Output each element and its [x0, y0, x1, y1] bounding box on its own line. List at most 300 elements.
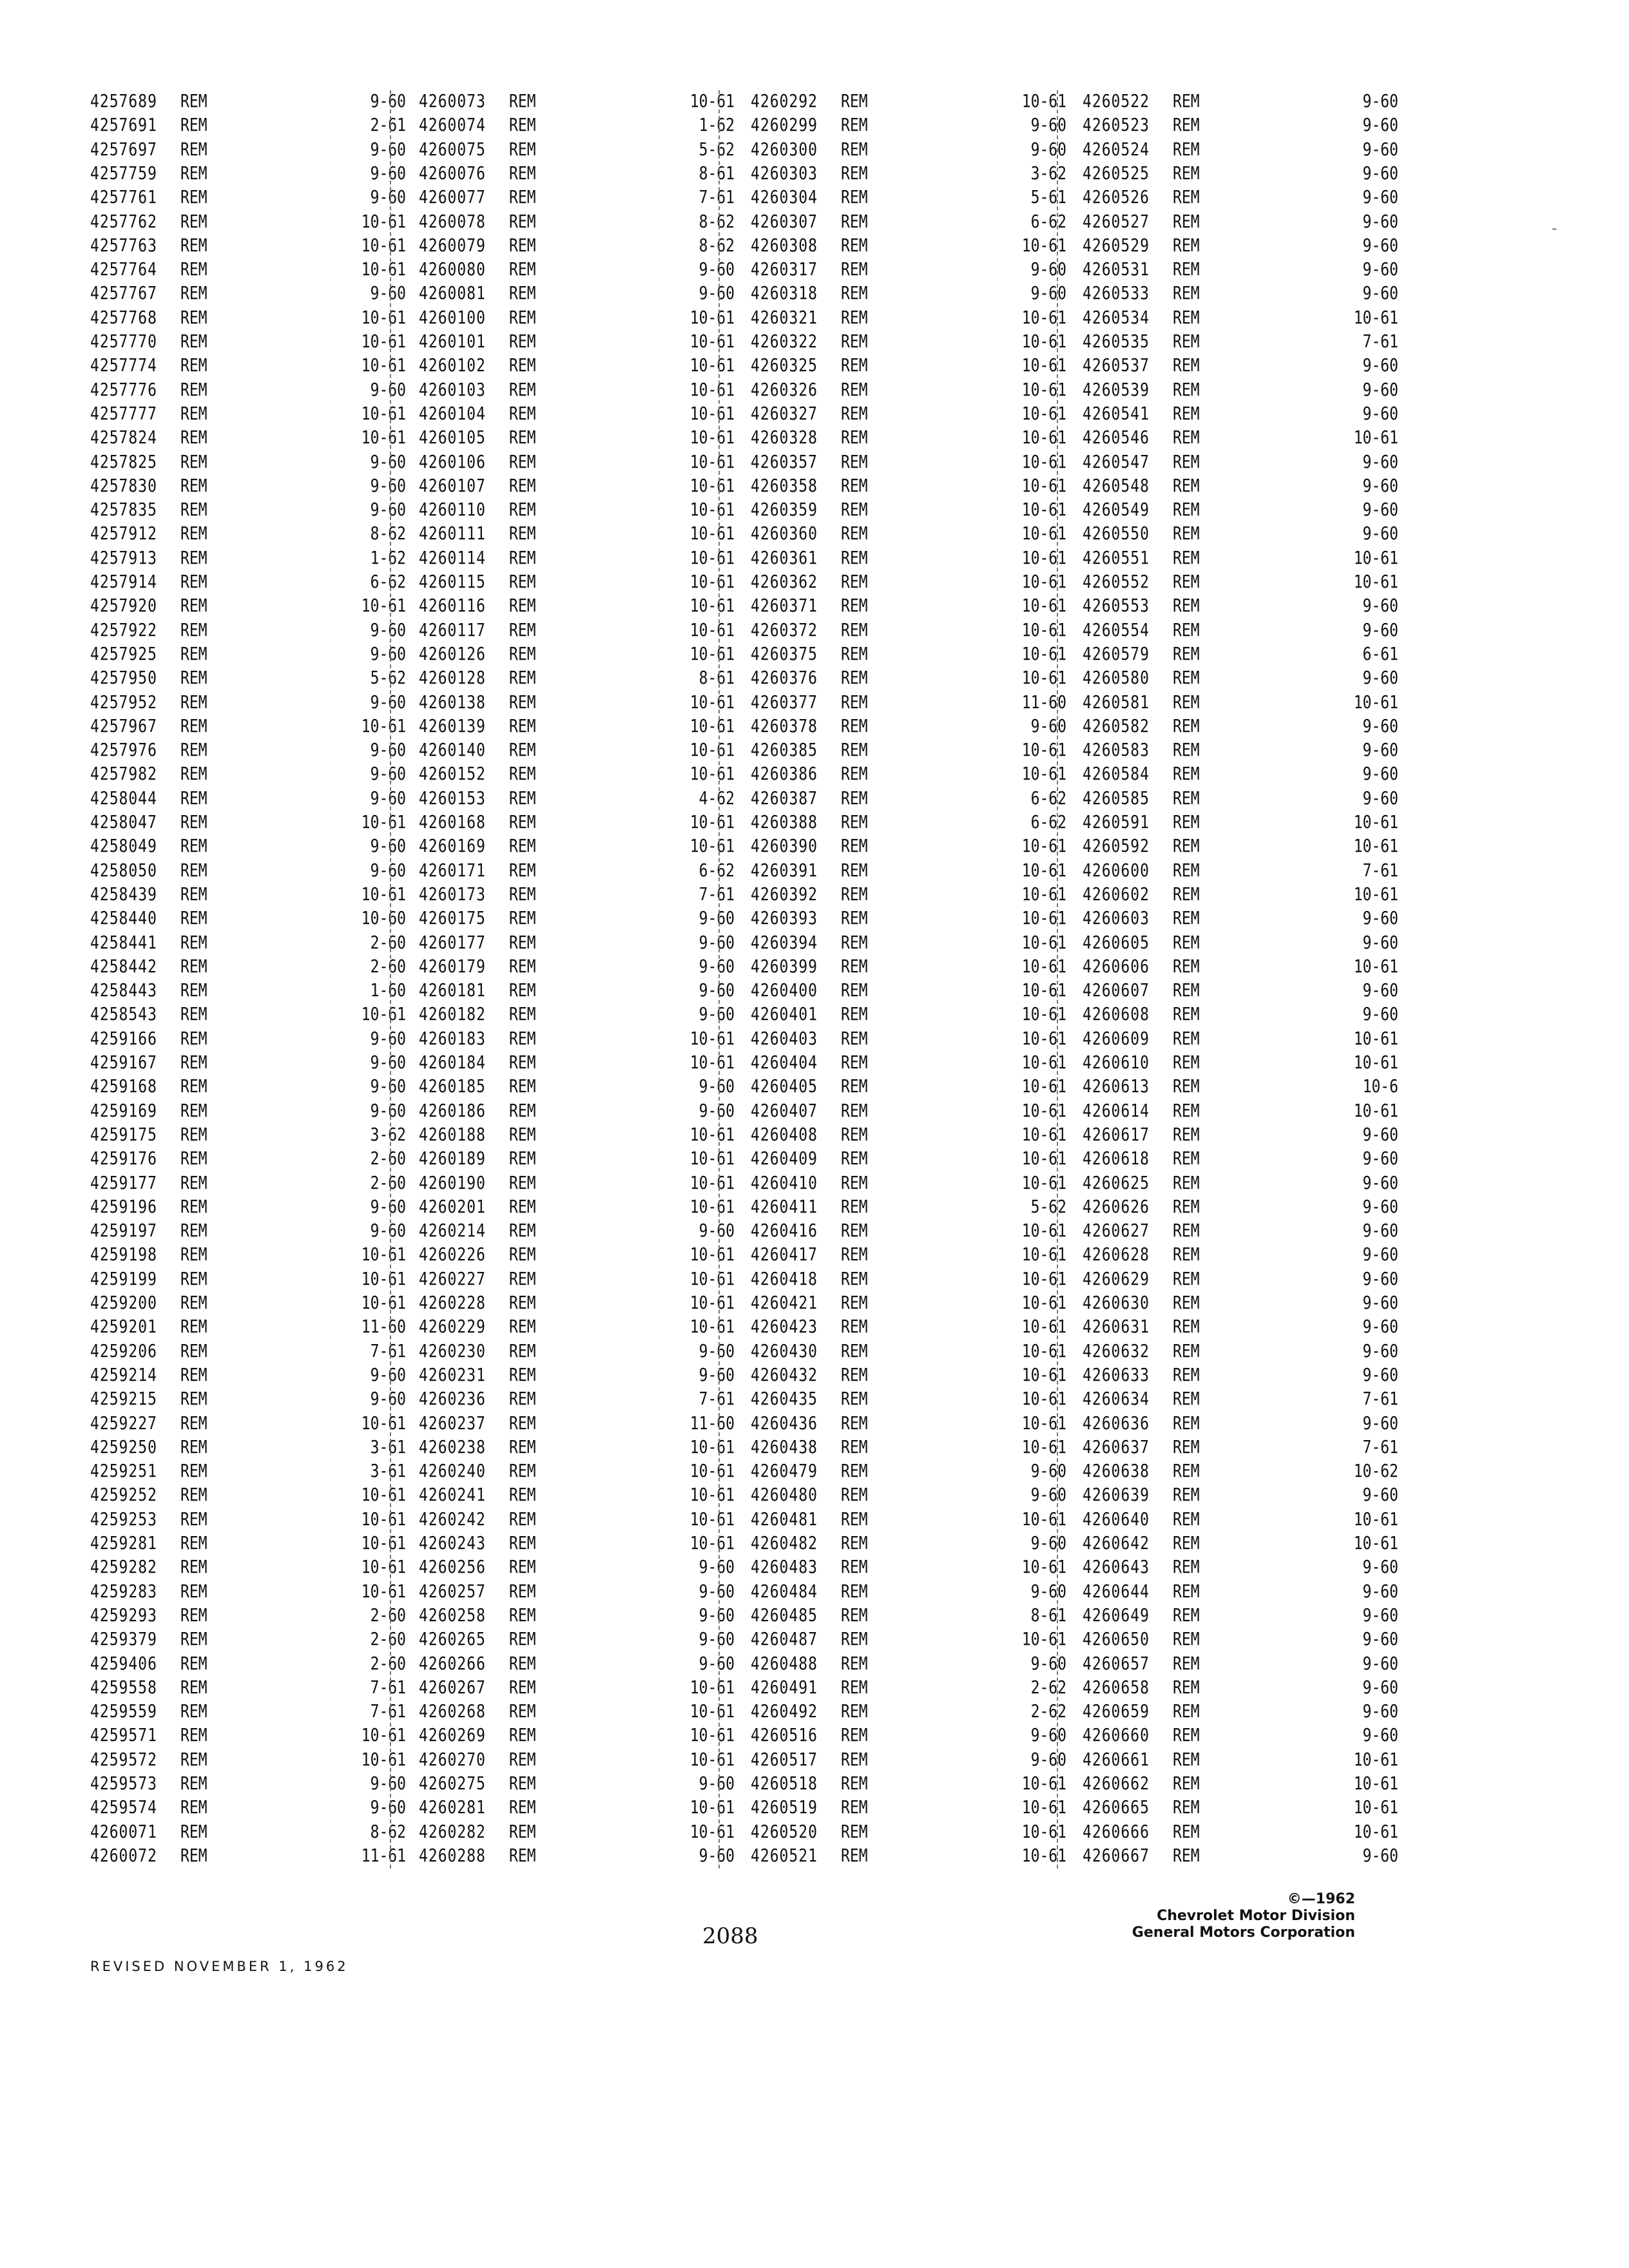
effective-date: 9-60 — [1362, 1004, 1398, 1025]
part-number: 4260531 — [1083, 260, 1150, 280]
effective-date: 10-61 — [361, 596, 406, 617]
part-number: 4260299 — [751, 115, 818, 136]
part-number: 4260522 — [1083, 91, 1150, 112]
effective-date: 6-62 — [1030, 789, 1066, 809]
part-number: 4260527 — [1083, 212, 1150, 232]
status-code: REM — [1173, 789, 1200, 809]
part-number: 4259573 — [90, 1774, 157, 1794]
effective-date: 11-60 — [361, 1317, 406, 1338]
effective-date: 9-60 — [1362, 1725, 1398, 1746]
status-code: REM — [509, 1606, 536, 1626]
part-number: 4260642 — [1083, 1533, 1150, 1554]
part-number: 4260307 — [751, 212, 818, 232]
part-number: 4260375 — [751, 644, 818, 665]
effective-date: 6-62 — [1030, 812, 1066, 833]
part-number: 4257691 — [90, 115, 157, 136]
effective-date: 9-60 — [699, 1221, 735, 1242]
part-number: 4260516 — [751, 1725, 818, 1746]
effective-date: 10-61 — [689, 1269, 735, 1289]
effective-date: 10-61 — [1021, 764, 1066, 785]
status-code: REM — [841, 572, 868, 593]
effective-date: 10-61 — [1353, 572, 1398, 593]
status-code: REM — [180, 452, 207, 472]
status-code: REM — [1173, 764, 1200, 785]
part-number: 4260267 — [419, 1678, 486, 1698]
status-code: REM — [841, 693, 868, 713]
effective-date: 10-61 — [1021, 404, 1066, 425]
effective-date: 10-61 — [689, 1245, 735, 1265]
effective-date: 3-62 — [1030, 164, 1066, 184]
status-code: REM — [180, 332, 207, 352]
part-number: 4260584 — [1083, 764, 1150, 785]
part-number: 4259169 — [90, 1101, 157, 1121]
status-code: REM — [509, 1029, 536, 1049]
effective-date: 9-60 — [1362, 1678, 1398, 1698]
effective-date: 9-60 — [370, 164, 406, 184]
part-number: 4260177 — [419, 933, 486, 953]
effective-date: 10-61 — [689, 1149, 735, 1169]
status-code: REM — [509, 356, 536, 376]
effective-date: 10-61 — [689, 524, 735, 544]
status-code: REM — [180, 861, 207, 881]
part-number: 4260662 — [1083, 1774, 1150, 1794]
status-code: REM — [509, 1221, 536, 1242]
part-number: 4260079 — [419, 236, 486, 256]
status-code: REM — [841, 332, 868, 352]
part-number: 4260643 — [1083, 1557, 1150, 1578]
effective-date: 10-61 — [1021, 524, 1066, 544]
effective-date: 10-61 — [1021, 1269, 1066, 1289]
effective-date: 9-60 — [1362, 1221, 1398, 1242]
effective-date: 10-61 — [361, 1245, 406, 1265]
part-number: 4260408 — [751, 1125, 818, 1146]
status-code: REM — [509, 933, 536, 953]
effective-date: 9-60 — [370, 1774, 406, 1794]
effective-date: 8-62 — [370, 1822, 406, 1842]
part-number: 4257768 — [90, 308, 157, 328]
status-code: REM — [509, 1341, 536, 1361]
effective-date: 10-61 — [689, 356, 735, 376]
effective-date: 10-61 — [1021, 1846, 1066, 1867]
status-code: REM — [509, 668, 536, 689]
part-number: 4260102 — [419, 356, 486, 376]
effective-date: 10-61 — [689, 740, 735, 761]
part-number: 4260533 — [1083, 284, 1150, 304]
effective-date: 10-61 — [1353, 1822, 1398, 1842]
part-number: 4259201 — [90, 1317, 157, 1338]
status-code: REM — [841, 1798, 868, 1818]
effective-date: 9-60 — [1362, 620, 1398, 640]
status-code: REM — [509, 1798, 536, 1818]
effective-date: 10-61 — [1021, 1341, 1066, 1361]
status-code: REM — [509, 212, 536, 232]
part-number: 4260546 — [1083, 428, 1150, 448]
part-number: 4260553 — [1083, 596, 1150, 617]
part-number: 4260634 — [1083, 1389, 1150, 1410]
status-code: REM — [180, 1461, 207, 1482]
status-code: REM — [841, 308, 868, 328]
part-number: 4260073 — [419, 91, 486, 112]
status-code: REM — [841, 236, 868, 256]
effective-date: 9-60 — [1030, 716, 1066, 737]
effective-date: 10-61 — [361, 1414, 406, 1434]
status-code: REM — [180, 1485, 207, 1506]
status-code: REM — [1173, 1125, 1200, 1146]
part-number: 4260583 — [1083, 740, 1150, 761]
status-code: REM — [1173, 836, 1200, 857]
effective-date: 9-60 — [370, 476, 406, 497]
effective-date: 10-61 — [1021, 1629, 1066, 1650]
part-number: 4257697 — [90, 140, 157, 160]
part-number: 4260626 — [1083, 1197, 1150, 1218]
effective-date: 7-61 — [699, 1389, 735, 1410]
effective-date: 10-61 — [1021, 1822, 1066, 1842]
status-code: REM — [1173, 1341, 1200, 1361]
status-code: REM — [1173, 1725, 1200, 1746]
part-number: 4260317 — [751, 260, 818, 280]
effective-date: 9-60 — [1030, 1725, 1066, 1746]
effective-date: 10-61 — [1021, 981, 1066, 1001]
status-code: REM — [1173, 572, 1200, 593]
part-number: 4260110 — [419, 500, 486, 521]
part-number: 4260579 — [1083, 644, 1150, 665]
part-number: 4260517 — [751, 1750, 818, 1770]
effective-date: 10-61 — [361, 1510, 406, 1530]
part-number: 4260138 — [419, 693, 486, 713]
status-code: REM — [1173, 1317, 1200, 1338]
part-number: 4260614 — [1083, 1101, 1150, 1121]
effective-date: 10-61 — [1021, 1053, 1066, 1073]
status-code: REM — [841, 115, 868, 136]
part-number: 4260318 — [751, 284, 818, 304]
effective-date: 9-60 — [370, 1389, 406, 1410]
effective-date: 9-60 — [699, 1654, 735, 1674]
status-code: REM — [1173, 1173, 1200, 1193]
effective-date: 10-61 — [1021, 1414, 1066, 1434]
effective-date: 9-60 — [1362, 1846, 1398, 1867]
status-code: REM — [841, 668, 868, 689]
effective-date: 9-60 — [1362, 164, 1398, 184]
part-number: 4258050 — [90, 861, 157, 881]
effective-date: 9-60 — [699, 1846, 735, 1867]
effective-date: 9-60 — [370, 1101, 406, 1121]
effective-date: 10-61 — [1021, 1293, 1066, 1314]
part-number: 4260548 — [1083, 476, 1150, 497]
effective-date: 10-61 — [1021, 572, 1066, 593]
status-code: REM — [180, 1510, 207, 1530]
effective-date: 3-62 — [370, 1125, 406, 1146]
status-code: REM — [1173, 908, 1200, 929]
status-code: REM — [180, 187, 207, 208]
effective-date: 9-60 — [1362, 1269, 1398, 1289]
part-number: 4260630 — [1083, 1293, 1150, 1314]
status-code: REM — [841, 1750, 868, 1770]
part-number: 4260667 — [1083, 1846, 1150, 1867]
effective-date: 9-60 — [699, 1557, 735, 1578]
status-code: REM — [180, 476, 207, 497]
status-code: REM — [841, 187, 868, 208]
effective-date: 10-61 — [1353, 1101, 1398, 1121]
effective-date: 9-60 — [1362, 981, 1398, 1001]
effective-date: 10-61 — [1021, 1077, 1066, 1097]
part-number: 4260075 — [419, 140, 486, 160]
status-code: REM — [509, 1053, 536, 1073]
status-code: REM — [180, 1221, 207, 1242]
effective-date: 10-61 — [1353, 693, 1398, 713]
table-row — [90, 1843, 425, 1871]
effective-date: 10-61 — [689, 476, 735, 497]
part-number: 4260485 — [751, 1606, 818, 1626]
effective-date: 5-61 — [1030, 187, 1066, 208]
part-number: 4260491 — [751, 1678, 818, 1698]
status-code: REM — [1173, 1678, 1200, 1698]
status-code: REM — [841, 716, 868, 737]
status-code: REM — [1173, 1510, 1200, 1530]
part-number: 4257759 — [90, 164, 157, 184]
status-code: REM — [1173, 1077, 1200, 1097]
effective-date: 9-60 — [1362, 524, 1398, 544]
status-code: REM — [509, 1004, 536, 1025]
part-number: 4257762 — [90, 212, 157, 232]
part-number: 4259167 — [90, 1053, 157, 1073]
part-number: 4260275 — [419, 1774, 486, 1794]
copyright-line: General Motors Corporation — [1132, 1925, 1355, 1941]
part-number: 4260547 — [1083, 452, 1150, 472]
effective-date: 10-61 — [1021, 1004, 1066, 1025]
status-code: REM — [841, 908, 868, 929]
status-code: REM — [1173, 260, 1200, 280]
status-code: REM — [841, 500, 868, 521]
part-number: 4260292 — [751, 91, 818, 112]
part-number: 4260101 — [419, 332, 486, 352]
effective-date: 10-61 — [361, 236, 406, 256]
part-number: 4259177 — [90, 1173, 157, 1193]
effective-date: 9-60 — [699, 1101, 735, 1121]
part-number: 4260524 — [1083, 140, 1150, 160]
part-number: 4259282 — [90, 1557, 157, 1578]
part-number: 4257825 — [90, 452, 157, 472]
status-code: REM — [841, 1654, 868, 1674]
column-divider — [1057, 90, 1058, 1869]
effective-date: 9-60 — [370, 861, 406, 881]
status-code: REM — [509, 452, 536, 472]
effective-date: 10-61 — [689, 1029, 735, 1049]
column-divider — [390, 90, 391, 1869]
status-code: REM — [180, 1197, 207, 1218]
status-code: REM — [841, 1414, 868, 1434]
part-number: 4260226 — [419, 1245, 486, 1265]
part-number: 4259250 — [90, 1437, 157, 1458]
effective-date: 9-60 — [1362, 1654, 1398, 1674]
part-number: 4260304 — [751, 187, 818, 208]
status-code: REM — [180, 933, 207, 953]
status-code: REM — [1173, 1654, 1200, 1674]
part-number: 4260372 — [751, 620, 818, 640]
part-number: 4260661 — [1083, 1750, 1150, 1770]
status-code: REM — [841, 620, 868, 640]
effective-date: 9-60 — [370, 284, 406, 304]
part-number: 4260081 — [419, 284, 486, 304]
effective-date: 9-60 — [1362, 1606, 1398, 1626]
part-number: 4260633 — [1083, 1365, 1150, 1386]
effective-date: 10-61 — [1021, 1125, 1066, 1146]
part-number: 4260358 — [751, 476, 818, 497]
status-code: REM — [509, 1510, 536, 1530]
effective-date: 9-60 — [699, 1606, 735, 1626]
part-number: 4260140 — [419, 740, 486, 761]
status-code: REM — [509, 908, 536, 929]
effective-date: 1-62 — [370, 548, 406, 568]
part-number: 4258442 — [90, 957, 157, 977]
status-code: REM — [1173, 1149, 1200, 1169]
effective-date: 10-61 — [689, 596, 735, 617]
revised-date: REVISED NOVEMBER 1, 1962 — [90, 1959, 349, 1974]
effective-date: 9-60 — [1030, 1654, 1066, 1674]
status-code: REM — [180, 1125, 207, 1146]
part-number: 4260480 — [751, 1485, 818, 1506]
effective-date: 10-61 — [361, 428, 406, 448]
effective-date: 10-61 — [1021, 356, 1066, 376]
effective-date: 10-61 — [689, 428, 735, 448]
effective-date: 10-61 — [361, 1557, 406, 1578]
part-number: 4259199 — [90, 1269, 157, 1289]
status-code: REM — [1173, 236, 1200, 256]
part-number: 4260105 — [419, 428, 486, 448]
effective-date: 10-61 — [689, 764, 735, 785]
part-number: 4260521 — [751, 1846, 818, 1867]
status-code: REM — [841, 452, 868, 472]
status-code: REM — [1173, 1053, 1200, 1073]
effective-date: 9-60 — [1362, 380, 1398, 400]
status-code: REM — [841, 1197, 868, 1218]
status-code: REM — [841, 1510, 868, 1530]
effective-date: 9-60 — [1362, 933, 1398, 953]
effective-date: 11-61 — [361, 1846, 406, 1867]
effective-date: 10-61 — [1353, 812, 1398, 833]
status-code: REM — [180, 716, 207, 737]
effective-date: 2-60 — [370, 1654, 406, 1674]
status-code: REM — [841, 140, 868, 160]
part-number: 4260186 — [419, 1101, 486, 1121]
status-code: REM — [180, 212, 207, 232]
status-code: REM — [509, 1365, 536, 1386]
part-number: 4260321 — [751, 308, 818, 328]
effective-date: 10-61 — [1353, 1750, 1398, 1770]
part-number: 4260128 — [419, 668, 486, 689]
part-number: 4259558 — [90, 1678, 157, 1698]
part-number: 4260644 — [1083, 1582, 1150, 1602]
effective-date: 9-60 — [1030, 140, 1066, 160]
status-code: REM — [509, 836, 536, 857]
effective-date: 9-60 — [1030, 1533, 1066, 1554]
effective-date: 9-60 — [1362, 476, 1398, 497]
status-code: REM — [841, 548, 868, 568]
part-number: 4259176 — [90, 1149, 157, 1169]
status-code: REM — [509, 500, 536, 521]
part-number: 4257912 — [90, 524, 157, 544]
status-code: REM — [1173, 500, 1200, 521]
part-number: 4260236 — [419, 1389, 486, 1410]
status-code: REM — [841, 1173, 868, 1193]
status-code: REM — [180, 957, 207, 977]
status-code: REM — [180, 908, 207, 929]
effective-date: 10-61 — [689, 836, 735, 857]
part-number: 4258044 — [90, 789, 157, 809]
effective-date: 10-61 — [361, 1485, 406, 1506]
effective-date: 10-61 — [689, 1725, 735, 1746]
status-code: REM — [1173, 644, 1200, 665]
part-number: 4260214 — [419, 1221, 486, 1242]
part-number: 4260074 — [419, 115, 486, 136]
part-number: 4259206 — [90, 1341, 157, 1361]
part-number: 4260168 — [419, 812, 486, 833]
status-code: REM — [180, 764, 207, 785]
status-code: REM — [180, 1437, 207, 1458]
part-number: 4260606 — [1083, 957, 1150, 977]
part-number: 4260173 — [419, 885, 486, 905]
status-code: REM — [1173, 1389, 1200, 1410]
effective-date: 9-60 — [1362, 1557, 1398, 1578]
effective-date: 10-61 — [361, 356, 406, 376]
status-code: REM — [180, 404, 207, 425]
effective-date: 9-60 — [1030, 260, 1066, 280]
status-code: REM — [1173, 1004, 1200, 1025]
status-code: REM — [180, 789, 207, 809]
part-number: 4259227 — [90, 1414, 157, 1434]
part-number: 4260288 — [419, 1846, 486, 1867]
effective-date: 9-60 — [1362, 212, 1398, 232]
status-code: REM — [180, 596, 207, 617]
part-number: 4260492 — [751, 1702, 818, 1722]
effective-date: 9-60 — [699, 1004, 735, 1025]
part-number: 4258543 — [90, 1004, 157, 1025]
part-number: 4259196 — [90, 1197, 157, 1218]
part-number: 4260201 — [419, 1197, 486, 1218]
part-number: 4260401 — [751, 1004, 818, 1025]
effective-date: 8-62 — [699, 212, 735, 232]
effective-date: 9-60 — [370, 1029, 406, 1049]
part-number: 4260607 — [1083, 981, 1150, 1001]
status-code: REM — [841, 1245, 868, 1265]
effective-date: 10-61 — [361, 1582, 406, 1602]
status-code: REM — [841, 1557, 868, 1578]
effective-date: 9-60 — [1362, 236, 1398, 256]
part-number: 4260243 — [419, 1533, 486, 1554]
effective-date: 10-61 — [1353, 885, 1398, 905]
status-code: REM — [841, 164, 868, 184]
part-number: 4260179 — [419, 957, 486, 977]
effective-date: 7-61 — [1362, 1389, 1398, 1410]
part-number: 4257950 — [90, 668, 157, 689]
effective-date: 9-60 — [1362, 500, 1398, 521]
part-number: 4259200 — [90, 1293, 157, 1314]
part-number: 4260392 — [751, 885, 818, 905]
effective-date: 9-60 — [1362, 1414, 1398, 1434]
part-number: 4260077 — [419, 187, 486, 208]
status-code: REM — [180, 1798, 207, 1818]
status-code: REM — [841, 1846, 868, 1867]
part-number: 4260418 — [751, 1269, 818, 1289]
effective-date: 9-60 — [1362, 740, 1398, 761]
status-code: REM — [841, 1725, 868, 1746]
part-number: 4260377 — [751, 693, 818, 713]
effective-date: 8-61 — [699, 164, 735, 184]
part-number: 4260400 — [751, 981, 818, 1001]
part-number: 4260327 — [751, 404, 818, 425]
part-number: 4260183 — [419, 1029, 486, 1049]
part-number: 4260535 — [1083, 332, 1150, 352]
status-code: REM — [1173, 981, 1200, 1001]
